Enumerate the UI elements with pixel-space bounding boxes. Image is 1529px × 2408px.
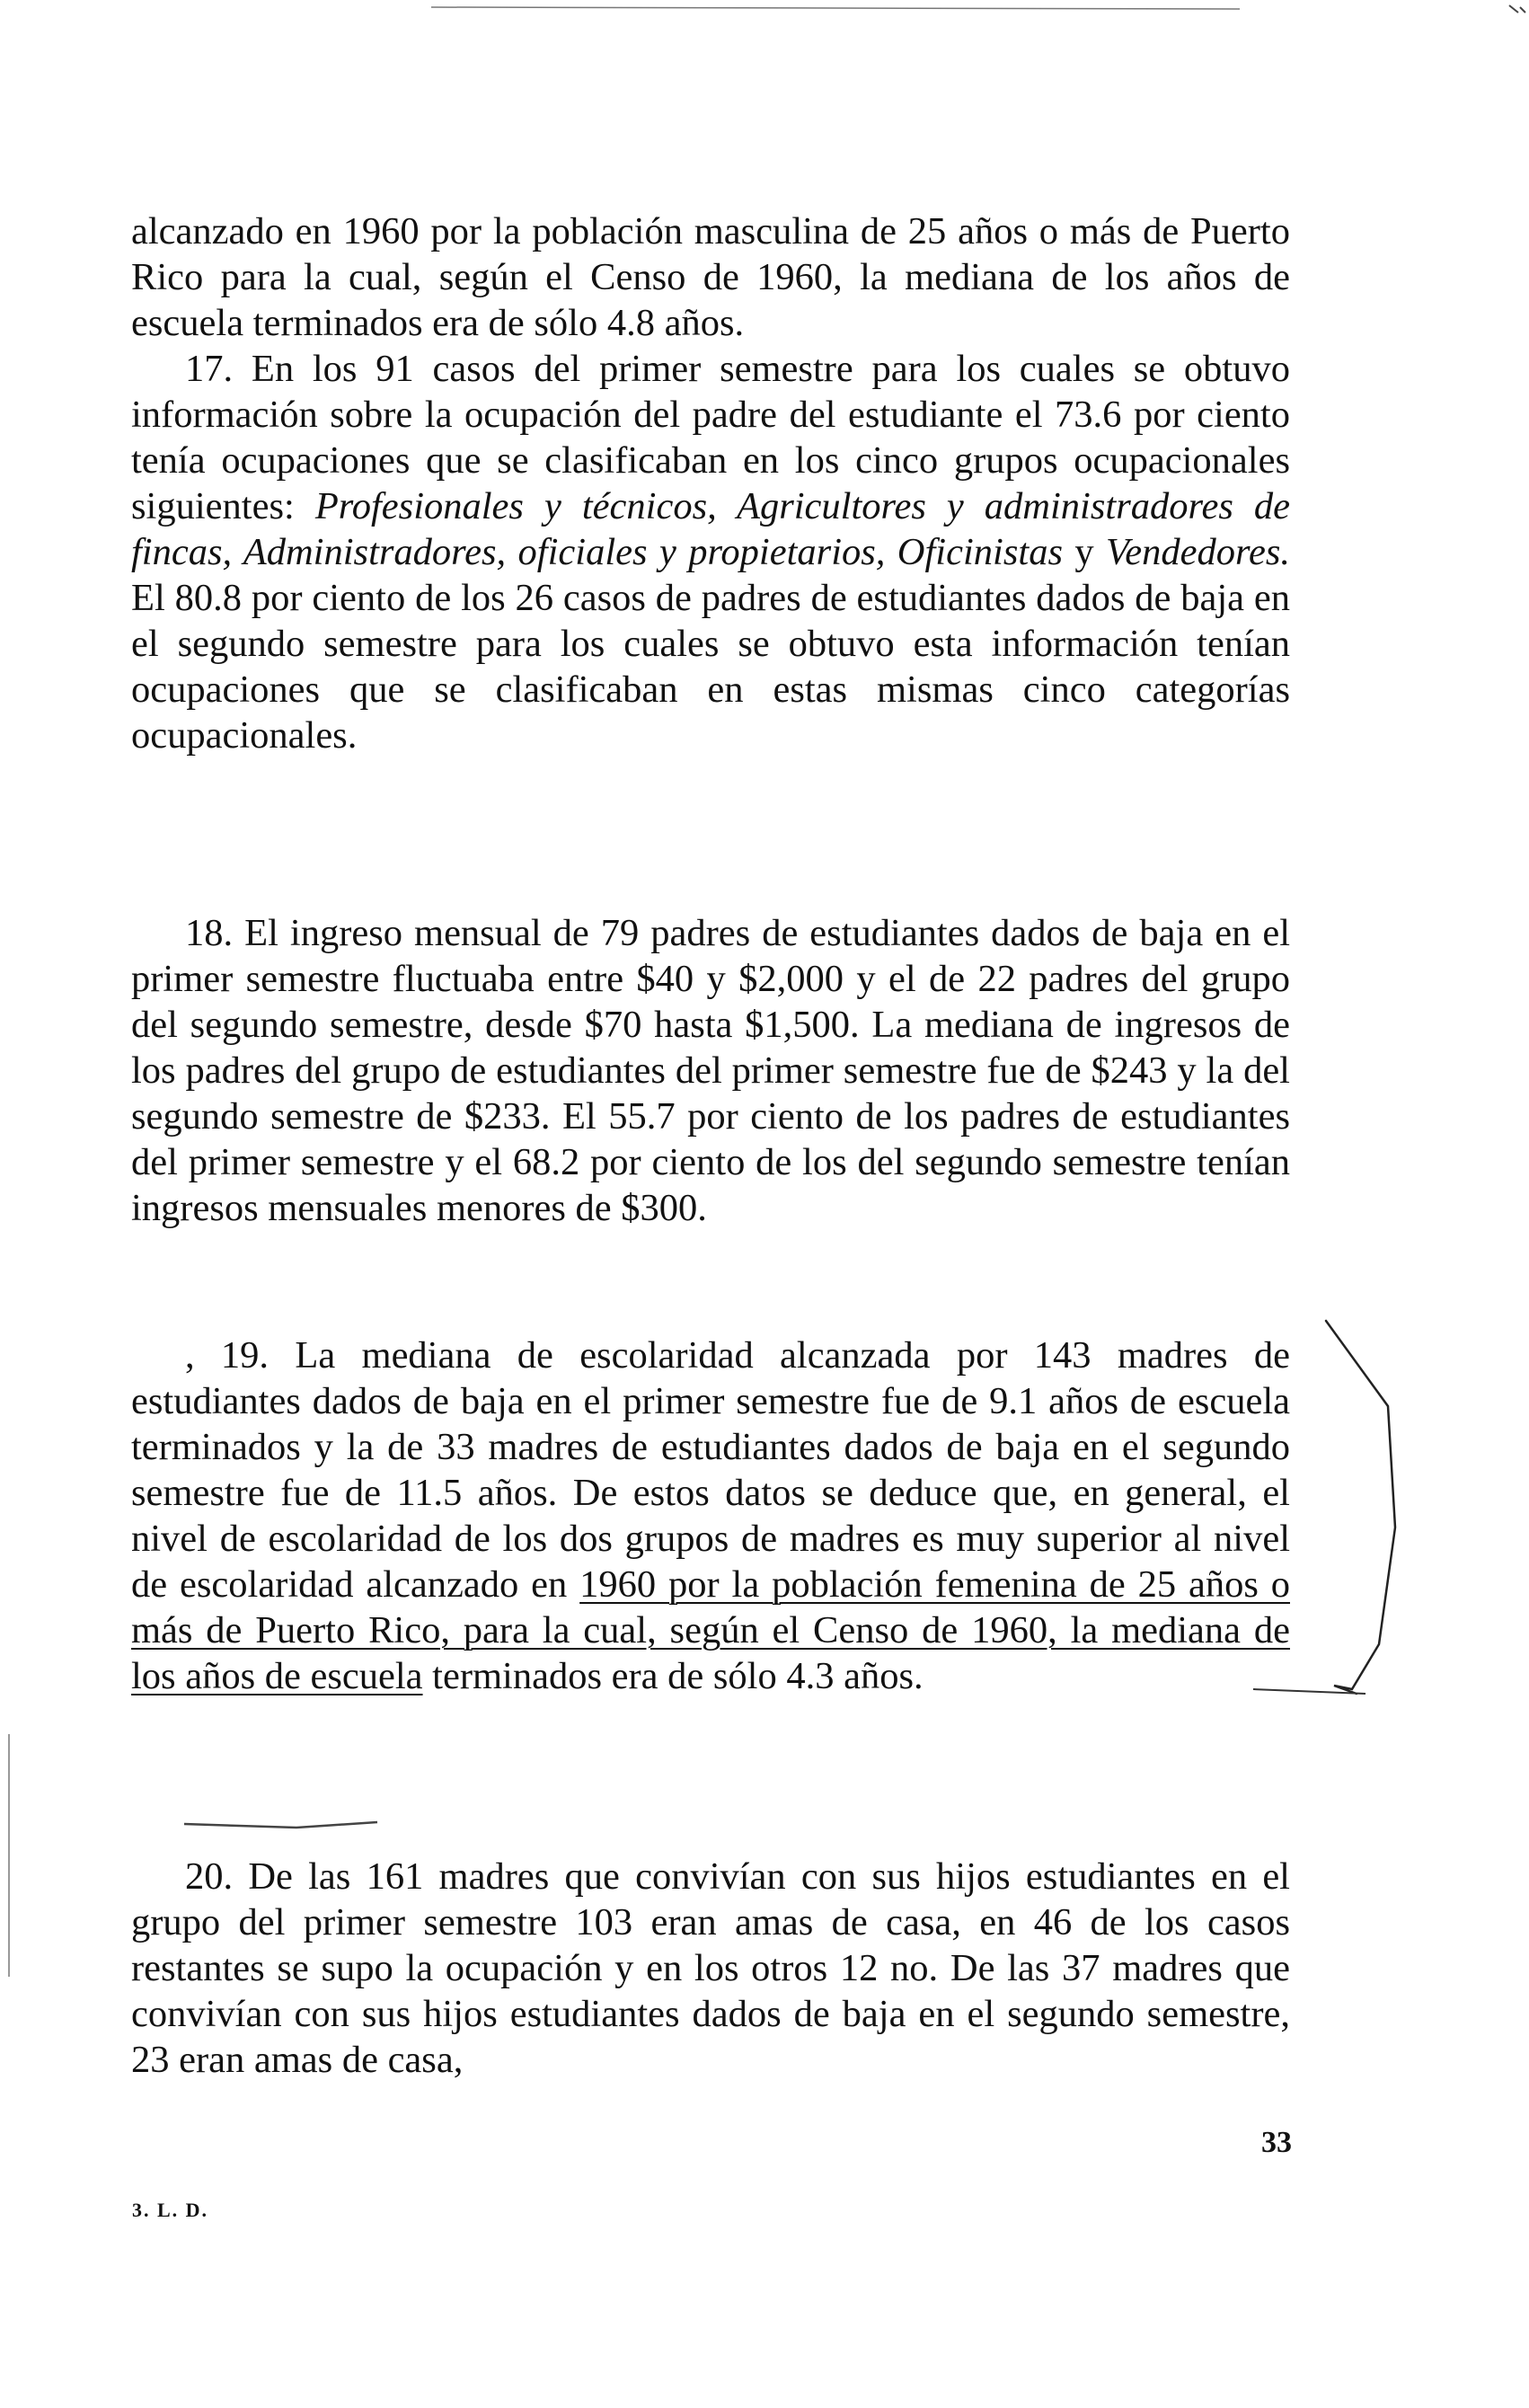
paragraph-19-text-2: terminados era de sólo 4.3 años. [422,1655,924,1697]
paragraph-19-text-1: , 19. La mediana de escolaridad alcanzada por 143 madres de estudiantes dados de baja en el primer semestre fue de 9.1 años de escuela terminados y la de 33 madres de estudiantes dados de baja en el segundo semestre fue de 11.5 años. De estos datos se deduce que, en general, el nivel de escolaridad de los dos grupos de madres es muy superior al nivel de escolaridad alcanzado en [131,1334,1290,1606]
margin-bracket-mark [1326,1321,1395,1694]
paragraph-20: 20. De las 161 madres que convivían con sus hijos estudiantes en el grupo del primer semestre 103 eran amas de casa, en 46 de los casos restantes se supo la ocupación y en los otros 12 no. De las 37 madres que convivían con sus hijos estudiantes dados de baja en el segundo semestre, 23 eran amas de casa, [131,1855,1290,2081]
paragraph-17-italic-1: Profesionales y técnicos, Agricultores y administradores de fincas, Administradores, oficiales y propietarios, Oficinistas [131,485,1290,573]
paragraph-17-italic-2: Vendedores. [1106,531,1290,573]
signature-mark: 3. L. D. [132,2199,209,2221]
paragraph-17-text-1: 17. En los 91 casos del primer semestre para los cuales se obtuvo información sobre la ocupación del padre del estudiante el 73.6 por ciento tenía ocupaciones que se clasificaban en los cinco grupos ocupacionales siguientes: [131,348,1290,527]
paragraph-continuation: alcanzado en 1960 por la población masculina de 25 años o más de Puerto Rico para la cual, según el Censo de 1960, la mediana de los años de escuela terminados era de sólo 4.8 años. [131,210,1290,344]
paragraph-19-underlined-text: 1960 por la población femenina de 25 años o más de Puerto Rico, para la cual, según el Censo de 1960, la mediana de los años de escuela [131,1563,1290,1697]
corner-mark [1509,5,1525,13]
top-edge-mark [431,7,1240,9]
page-number: 33 [1261,2126,1292,2159]
paragraph-18: 18. El ingreso mensual de 79 padres de estudiantes dados de baja en el primer semestre fluctuaba entre $40 y $2,000 y el de 22 padres del grupo del segundo semestre, desde $70 hasta $1,500. La mediana de ingresos de los padres del grupo de estudiantes del primer semestre fue de $243 y la del segundo semestre de $233. El 55.7 por ciento de los padres de estudiantes del primer semestre y el 68.2 por ciento de los del segundo semestre tenían ingresos mensuales menores de $300. [131,912,1290,1229]
scribble-underline-mark [184,1822,377,1828]
paragraph-17-text-3: El 80.8 por ciento de los 26 casos de padres de estudiantes dados de baja en el segundo semestre para los cuales se obtuvo esta información tenían ocupaciones que se clasificaban en estas mismas cinco categorías ocupacionales. [131,577,1290,757]
paragraph-17-text-2: y [1062,531,1107,573]
